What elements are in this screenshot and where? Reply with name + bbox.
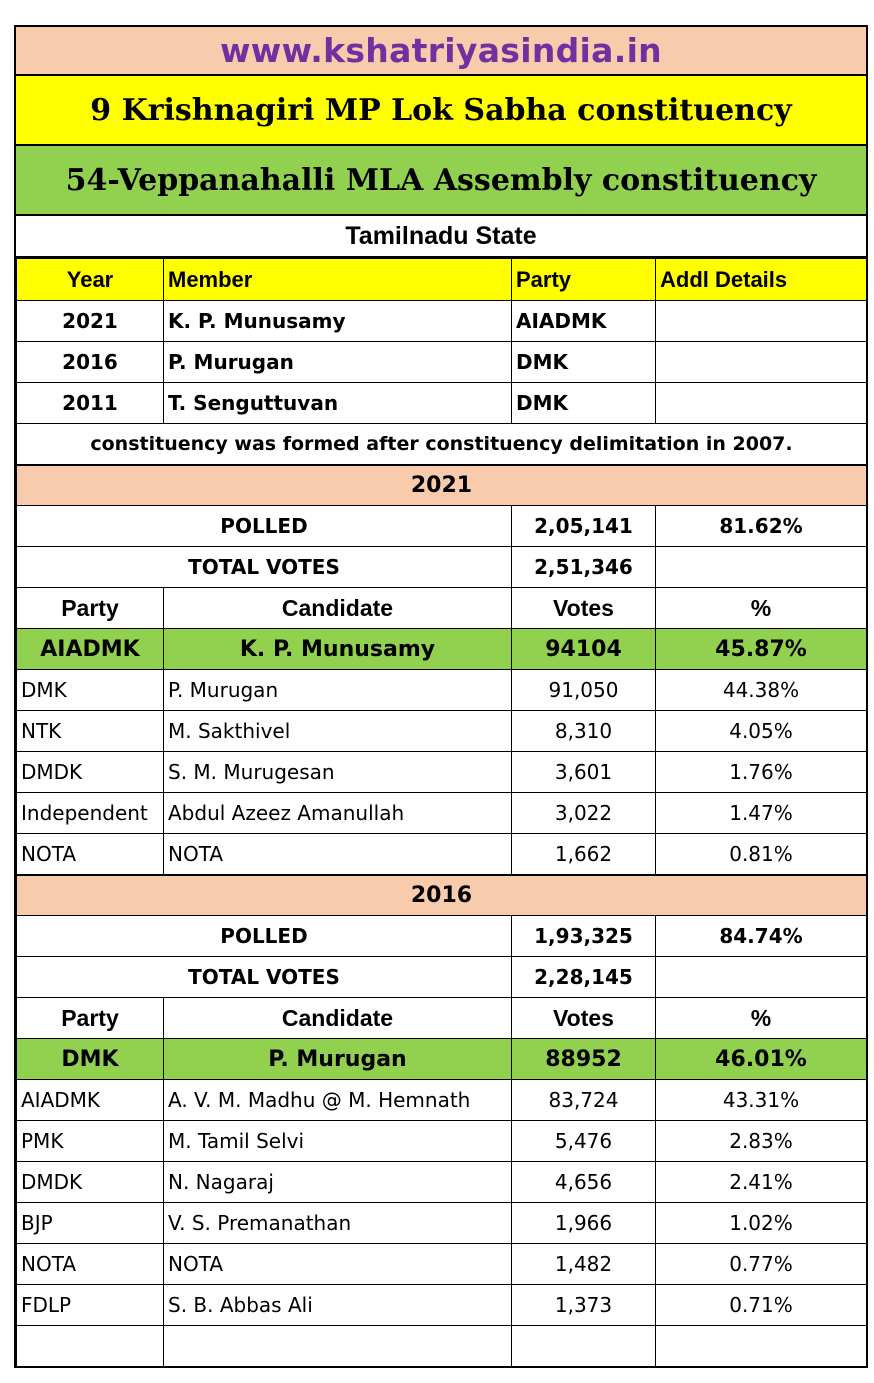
candidate-party	[17, 1326, 164, 1367]
member-details	[656, 342, 867, 383]
results-header-row	[17, 998, 867, 1039]
member-name: T. Senguttuvan	[164, 383, 512, 424]
candidate-percent: 2.83%	[656, 1121, 867, 1162]
polled-row	[17, 506, 867, 547]
candidate-name: S. B. Abbas Ali	[164, 1285, 512, 1326]
winner-votes: 88952	[512, 1039, 656, 1080]
election-year: 2021	[17, 465, 867, 506]
winner-row	[17, 629, 867, 670]
col-candidate: Candidate	[164, 998, 512, 1039]
assembly-title: 54-Veppanahalli MLA Assembly constituency	[16, 146, 866, 216]
candidate-name: P. Murugan	[164, 670, 512, 711]
candidate-row	[17, 670, 867, 711]
total-votes-row	[17, 957, 867, 998]
winner-percent: 45.87%	[656, 629, 867, 670]
candidate-votes: 3,022	[512, 793, 656, 834]
member-year: 2021	[17, 301, 164, 342]
candidate-name: S. M. Murugesan	[164, 752, 512, 793]
member-name: K. P. Munusamy	[164, 301, 512, 342]
members-header-row	[17, 259, 867, 301]
candidate-name: Abdul Azeez Amanullah	[164, 793, 512, 834]
candidate-row	[17, 1285, 867, 1326]
polled-row	[17, 916, 867, 957]
col-votes: Votes	[512, 998, 656, 1039]
candidate-votes: 5,476	[512, 1121, 656, 1162]
total-votes-empty	[656, 547, 867, 588]
candidate-row	[17, 1162, 867, 1203]
candidate-party: DMDK	[17, 1162, 164, 1203]
winner-candidate: P. Murugan	[164, 1039, 512, 1080]
candidate-party: NOTA	[17, 834, 164, 875]
election-year: 2016	[17, 875, 867, 916]
delimitation-note: constituency was formed after constituency delimitation in 2007.	[17, 424, 867, 465]
member-name: P. Murugan	[164, 342, 512, 383]
winner-votes: 94104	[512, 629, 656, 670]
candidate-votes: 1,966	[512, 1203, 656, 1244]
candidate-percent: 0.71%	[656, 1285, 867, 1326]
total-votes-label: TOTAL VOTES	[17, 547, 512, 588]
polled-percent: 81.62%	[656, 506, 867, 547]
member-party: DMK	[512, 383, 656, 424]
winner-party: DMK	[17, 1039, 164, 1080]
col-percent: %	[656, 588, 867, 629]
winner-party: AIADMK	[17, 629, 164, 670]
candidate-votes: 8,310	[512, 711, 656, 752]
col-member: Member	[164, 259, 512, 301]
col-party: Party	[17, 998, 164, 1039]
total-votes-empty	[656, 957, 867, 998]
member-party: AIADMK	[512, 301, 656, 342]
website-banner: www.kshatriyasindia.in	[16, 27, 866, 76]
polled-label: POLLED	[17, 916, 512, 957]
candidate-row	[17, 793, 867, 834]
candidate-percent	[656, 1326, 867, 1367]
results-table	[16, 258, 867, 1368]
candidate-row	[17, 1326, 867, 1367]
candidate-row	[17, 834, 867, 875]
candidate-percent: 1.76%	[656, 752, 867, 793]
results-header-row	[17, 588, 867, 629]
candidate-name	[164, 1326, 512, 1367]
election-year-row	[17, 465, 867, 506]
total-votes-label: TOTAL VOTES	[17, 957, 512, 998]
total-votes-row	[17, 547, 867, 588]
polled-label: POLLED	[17, 506, 512, 547]
delimitation-note-row	[17, 424, 867, 465]
total-votes-value: 2,28,145	[512, 957, 656, 998]
candidate-votes: 1,373	[512, 1285, 656, 1326]
lok-sabha-title: 9 Krishnagiri MP Lok Sabha constituency	[16, 76, 866, 146]
candidate-party: NOTA	[17, 1244, 164, 1285]
member-year: 2011	[17, 383, 164, 424]
col-candidate: Candidate	[164, 588, 512, 629]
results-sheet	[14, 25, 868, 1368]
candidate-row	[17, 1244, 867, 1285]
candidate-votes: 3,601	[512, 752, 656, 793]
winner-percent: 46.01%	[656, 1039, 867, 1080]
polled-percent: 84.74%	[656, 916, 867, 957]
member-row	[17, 342, 867, 383]
candidate-party: PMK	[17, 1121, 164, 1162]
member-row	[17, 301, 867, 342]
member-row	[17, 383, 867, 424]
candidate-party: Independent	[17, 793, 164, 834]
candidate-name: N. Nagaraj	[164, 1162, 512, 1203]
total-votes-value: 2,51,346	[512, 547, 656, 588]
candidate-row	[17, 711, 867, 752]
candidate-votes: 1,482	[512, 1244, 656, 1285]
candidate-row	[17, 1121, 867, 1162]
candidate-percent: 0.77%	[656, 1244, 867, 1285]
candidate-party: AIADMK	[17, 1080, 164, 1121]
candidate-percent: 1.47%	[656, 793, 867, 834]
candidate-percent: 2.41%	[656, 1162, 867, 1203]
candidate-row	[17, 1203, 867, 1244]
candidate-percent: 4.05%	[656, 711, 867, 752]
col-year: Year	[17, 259, 164, 301]
candidate-name: A. V. M. Madhu @ M. Hemnath	[164, 1080, 512, 1121]
candidate-party: DMDK	[17, 752, 164, 793]
col-party: Party	[512, 259, 656, 301]
member-year: 2016	[17, 342, 164, 383]
polled-votes: 1,93,325	[512, 916, 656, 957]
candidate-percent: 1.02%	[656, 1203, 867, 1244]
candidate-name: NOTA	[164, 1244, 512, 1285]
candidate-row	[17, 1080, 867, 1121]
col-percent: %	[656, 998, 867, 1039]
candidate-name: V. S. Premanathan	[164, 1203, 512, 1244]
member-details	[656, 301, 867, 342]
candidate-percent: 0.81%	[656, 834, 867, 875]
col-votes: Votes	[512, 588, 656, 629]
candidate-percent: 44.38%	[656, 670, 867, 711]
col-party: Party	[17, 588, 164, 629]
polled-votes: 2,05,141	[512, 506, 656, 547]
candidate-name: NOTA	[164, 834, 512, 875]
candidate-name: M. Sakthivel	[164, 711, 512, 752]
election-year-row	[17, 875, 867, 916]
winner-candidate: K. P. Munusamy	[164, 629, 512, 670]
candidate-votes: 83,724	[512, 1080, 656, 1121]
candidate-votes: 4,656	[512, 1162, 656, 1203]
candidate-votes	[512, 1326, 656, 1367]
candidate-percent: 43.31%	[656, 1080, 867, 1121]
col-addl-details: Addl Details	[656, 259, 867, 301]
candidate-party: BJP	[17, 1203, 164, 1244]
winner-row	[17, 1039, 867, 1080]
candidate-party: DMK	[17, 670, 164, 711]
candidate-votes: 91,050	[512, 670, 656, 711]
candidate-name: M. Tamil Selvi	[164, 1121, 512, 1162]
candidate-party: FDLP	[17, 1285, 164, 1326]
candidate-party: NTK	[17, 711, 164, 752]
member-details	[656, 383, 867, 424]
state-title: Tamilnadu State	[16, 216, 866, 258]
candidate-votes: 1,662	[512, 834, 656, 875]
candidate-row	[17, 752, 867, 793]
member-party: DMK	[512, 342, 656, 383]
